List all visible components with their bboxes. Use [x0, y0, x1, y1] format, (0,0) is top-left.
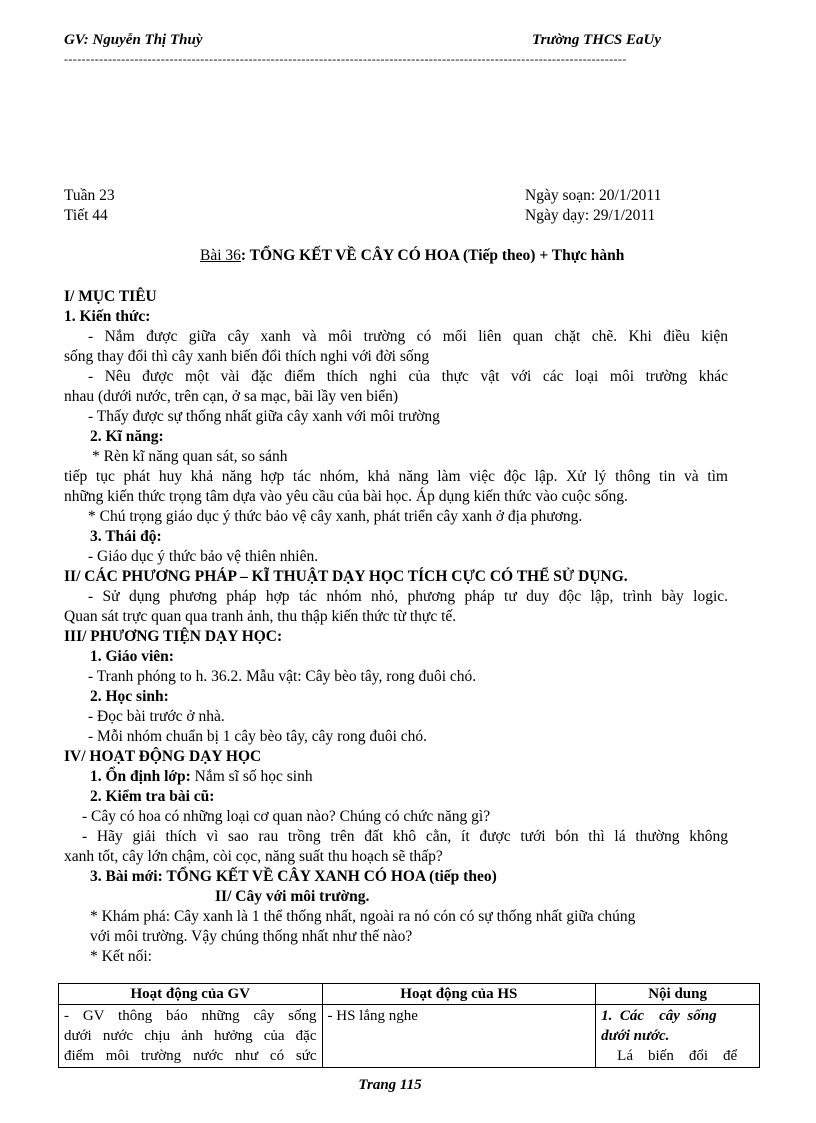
check-question-1: - Cây có hoa có những loại cơ quan nào? Chúng có chức năng gì?	[82, 808, 491, 825]
column-header-gv: Hoạt động của GV	[59, 984, 323, 1005]
explore-a: * Khám phá: Cây xanh là 1 thể thống nhất, ngoài ra nó cón có sự thống nhất giữa chúng	[90, 908, 636, 925]
student-item-2: - Mỗi nhóm chuẩn bị 1 cây bèo tây, cây rong đuôi chó.	[88, 728, 428, 745]
check-heading: 2. Kiểm tra bài cũ:	[90, 788, 215, 805]
section-2-heading: II/ CÁC PHƯƠNG PHÁP – KĨ THUẬT DẠY HỌC TÍCH CỰC CÓ THỂ SỬ DỤNG.	[64, 568, 628, 585]
teacher-name: GV: Nguyễn Thị Thuỳ	[64, 32, 203, 48]
check-question-2a: - Hãy giải thích vì sao rau trồng trên đất khô cằn, ít được tưới bón thì lá thường không	[82, 828, 728, 845]
content-text: Lá biến đổi để	[617, 1048, 738, 1064]
class-order-text: Nắm sĩ số học sinh	[190, 768, 313, 785]
skill-2b: những kiến thức trọng tâm dựa vào yêu cầu của bài học. Áp dụng kiến thức vào cuộc sống.	[64, 488, 628, 505]
knowledge-2a: - Nêu được một vài đặc điểm thích nghi của thực vật với các loại môi trường khác	[88, 368, 728, 385]
teacher-heading: 1. Giáo viên:	[90, 648, 174, 665]
method-1a: - Sử dụng phương pháp hợp tác nhóm nhỏ, phương pháp tư duy độc lập, trình bày logic.	[88, 588, 728, 605]
week: Tuần 23	[64, 187, 115, 204]
table-header-row	[59, 984, 760, 1005]
knowledge-1a: - Nắm được giữa cây xanh và môi trường có mối liên quan chặt chẽ. Khi điều kiện	[88, 328, 728, 345]
teacher-item-1: - Tranh phóng to h. 36.2. Mẫu vật: Cây bèo tây, rong đuôi chó.	[88, 668, 477, 685]
gv-line-2: dưới nước chịu ảnh hưởng của đặc	[64, 1028, 317, 1044]
column-header-hs: Hoạt động của HS	[322, 984, 596, 1005]
lesson-title	[200, 247, 624, 265]
lesson-number: Bài 36	[200, 247, 241, 264]
hs-activity-cell	[322, 1005, 596, 1068]
attitude-1: - Giáo dục ý thức bảo vệ thiên nhiên.	[88, 548, 319, 565]
sub-heading: II/ Cây với môi trường.	[215, 888, 370, 905]
knowledge-heading: 1. Kiến thức:	[64, 308, 151, 325]
header-rule: --------------------------------------------------------------------------------------------------------------------------------	[64, 52, 627, 66]
section-3-heading: III/ PHƯƠNG TIỆN DẠY HỌC:	[64, 628, 283, 645]
new-lesson-label: 3. Bài mới	[90, 868, 158, 885]
hs-line-1: - HS lắng nghe	[327, 1008, 418, 1024]
skill-2a: tiếp tục phát huy khả năng hợp tác nhóm, khả năng làm việc độc lập. Xử lý thông tin và tìm	[64, 468, 728, 485]
new-lesson	[90, 868, 497, 886]
period: Tiết 44	[64, 207, 108, 224]
knowledge-1b: sống thay đổi thì cây xanh biến đổi thích nghi với đời sống	[64, 348, 430, 365]
table-row	[59, 1005, 760, 1068]
connect: * Kết nối:	[90, 948, 152, 965]
class-order-label: 1. Ổn định lớp:	[90, 768, 191, 785]
gv-activity-cell	[59, 1005, 323, 1068]
activity-table	[58, 983, 760, 1068]
skills-heading: 2. Kĩ năng:	[90, 428, 164, 445]
gv-line-1: - GV thông báo những cây sống	[64, 1008, 317, 1024]
teach-date: Ngày dạy: 29/1/2011	[525, 207, 656, 224]
attitude-heading: 3. Thái độ:	[90, 528, 162, 545]
skill-3: * Chú trọng giáo dục ý thức bảo vệ cây xanh, phát triển cây xanh ở địa phương.	[88, 508, 583, 525]
lesson-name: : TỔNG KẾT VỀ CÂY CÓ HOA (Tiếp theo) + Thực hành	[240, 247, 625, 264]
school-name: Trường THCS EaUy	[532, 32, 661, 48]
method-1b: Quan sát trực quan qua tranh ảnh, thu thập kiến thức từ thực tế.	[64, 608, 457, 625]
explore-b: với môi trường. Vậy chúng thống nhất như thế nào?	[90, 928, 413, 945]
content-cell	[596, 1005, 760, 1068]
column-header-content: Nội dung	[596, 984, 760, 1005]
class-order	[90, 768, 313, 786]
content-title: 1. Các cây sống	[601, 1008, 717, 1024]
student-item-1: - Đọc bài trước ở nhà.	[88, 708, 225, 725]
gv-line-3: điểm môi trường nước như có sức	[64, 1048, 317, 1064]
page-number: Trang 115	[358, 1077, 422, 1093]
student-heading: 2. Học sinh:	[90, 688, 169, 705]
section-1-heading: I/ MỤC TIÊU	[64, 288, 157, 305]
knowledge-3: - Thấy được sự thống nhất giữa cây xanh với môi trường	[88, 408, 440, 425]
skill-1: * Rèn kĩ năng quan sát, so sánh	[92, 448, 288, 465]
new-lesson-title: : TỔNG KẾT VỀ CÂY XANH CÓ HOA (tiếp theo)	[157, 868, 497, 885]
content-title-2: dưới nước.	[601, 1028, 670, 1044]
knowledge-2b: nhau (dưới nước, trên cạn, ở sa mạc, bãi lầy ven biển)	[64, 388, 399, 405]
section-4-heading: IV/ HOẠT ĐỘNG DẠY HỌC	[64, 748, 262, 765]
check-question-2b: xanh tốt, cây lớn chậm, còi cọc, năng suất thu hoạch sẽ thấp?	[64, 848, 443, 865]
prep-date: Ngày soạn: 20/1/2011	[525, 187, 662, 204]
